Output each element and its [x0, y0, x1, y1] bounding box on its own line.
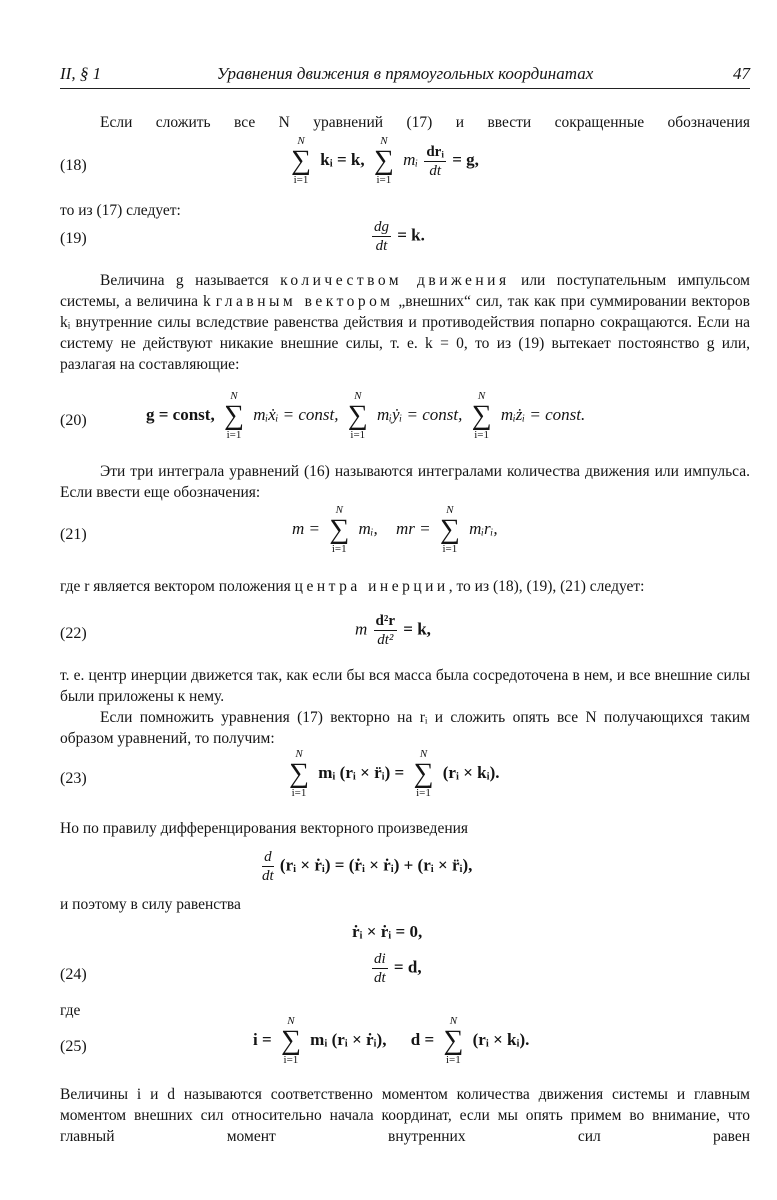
equation-19 [370, 218, 425, 255]
sum-symbol: N ∑ i=1 [329, 504, 350, 555]
equation-number-24: (24) [60, 966, 87, 983]
eq23-lhs: mᵢ (rᵢ × r̈ᵢ) = [318, 762, 405, 782]
header-title: Уравнения движения в прямоугольных координатах [216, 64, 594, 83]
equation-number-18: (18) [60, 157, 87, 174]
eq20-part-2: mᵢẋᵢ = const, [253, 404, 339, 424]
sum-symbol: N ∑ i=1 [223, 390, 244, 441]
paragraph-2: то из (17) следует: [60, 202, 181, 219]
sum-symbol: N ∑ i=1 [471, 390, 492, 441]
equation-number-22: (22) [60, 625, 87, 642]
equation-22 [355, 612, 431, 649]
equation-number-25: (25) [60, 1038, 87, 1055]
fraction: $\frac{d}{dt}$ [262, 849, 274, 884]
equation-zero-product [352, 922, 422, 942]
sum-symbol: N ∑ i=1 [347, 390, 368, 441]
sum-symbol: N ∑ i=1 [291, 135, 311, 186]
fraction: $\frac{\text{d²r}}{\text{dt²}}$ [375, 613, 396, 648]
paragraph-1: Если сложить все N уравнений (17) и ввести сокращенные обозначения [100, 114, 750, 131]
term-momentum: количеством движения [280, 272, 510, 289]
eq18-term-1: kᵢ = k, [320, 149, 365, 169]
equation-20 [146, 391, 585, 441]
sum-symbol: N ∑ i=1 [439, 504, 460, 555]
paragraph-4: Эти три интеграла уравнений (16) называются интегралами количества движения или импульса. Если ввести еще обозначения: [60, 463, 750, 501]
eq22-mass: m [355, 619, 368, 639]
equation-number-23: (23) [60, 770, 87, 787]
eq20-part-4: mᵢżᵢ = const. [500, 404, 586, 424]
equation-23 [284, 749, 500, 799]
paragraph-6: т. е. центр инерции движется так, как если бы вся масса была сосредоточена в нем, и все внешние силы были приложены к нему. [60, 667, 750, 705]
eq21-part-2: mᵢ, [358, 518, 378, 538]
running-header [60, 62, 750, 89]
identity-body: (rᵢ × ṙᵢ) = (ṙᵢ × ṙᵢ) + (rᵢ × r̈ᵢ), [279, 855, 473, 875]
eq18-mass: mᵢ [403, 149, 419, 169]
eq18-rhs: = g, [452, 149, 479, 169]
fraction: $\frac{\text{drᵢ}}{dt}$ [426, 143, 444, 179]
equation-21 [292, 505, 498, 555]
fraction: $\frac{dg}{dt}$ [374, 219, 389, 254]
fraction: $\frac{di}{dt}$ [374, 951, 386, 986]
sum-symbol: N ∑ i=1 [280, 1015, 301, 1066]
zero-product: ṙᵢ × ṙᵢ = 0, [352, 922, 423, 941]
eq21-part-3: mr = [395, 518, 431, 538]
term-center-of-inertia: центра инерции [294, 578, 449, 595]
paragraph-5: где r является вектором положения центра инерции, то из (18), (19), (21) следует: [60, 578, 645, 595]
paragraph-11: Величины i и d называются соответственно моментом количества движения системы и главным моментом внешних сил относительно начала координат, если мы опять примем во внимание, что главный момент внутренних сил равен [60, 1086, 750, 1145]
equation-number-19: (19) [60, 230, 87, 247]
eq20-part-3: mᵢẏᵢ = const, [377, 404, 463, 424]
eq25-part-1: i = [253, 1029, 272, 1049]
equation-number-20: (20) [60, 412, 87, 429]
eq23-rhs: (rᵢ × kᵢ). [442, 762, 500, 782]
header-page-number: 47 [733, 64, 750, 83]
eq21-part-1: m = [292, 518, 320, 538]
term-main-vector: главным вектором [215, 293, 394, 310]
eq20-part-1: g = const, [146, 404, 215, 424]
equation-25 [253, 1016, 529, 1066]
paragraph-3: Величина g называется количеством движения или поступательным импульсом системы, а величина k главным вектором „внешних“ сил, так как при суммировании векторов kᵢ внутренние силы вследствие равенства действия и противодействия попарно сокращаются. Если на систему не действуют никакие внешние силы, т. е. k = 0, то из (19) вытекает постоянство g или, разлагая на составляющие: [60, 272, 750, 373]
sum-symbol: N ∑ i=1 [289, 748, 309, 799]
equation-derivative-identity [260, 848, 472, 885]
paragraph-7: Если помножить уравнения (17) векторно на rᵢ и сложить опять все N получающихся таким образом уравнений, то получим: [60, 709, 750, 747]
equation-number-21: (21) [60, 526, 87, 543]
eq21-part-4: mᵢrᵢ, [469, 518, 498, 538]
eq19-rhs: = k. [397, 225, 425, 245]
paragraph-8: Но по правилу дифференцирования векторного произведения [60, 820, 469, 837]
eq25-part-4: (rᵢ × kᵢ). [472, 1029, 530, 1049]
eq22-rhs: = k, [403, 619, 431, 639]
paragraph-10: где [60, 1002, 81, 1019]
eq25-part-3: d = [410, 1029, 435, 1049]
header-section: II, § 1 [60, 64, 102, 83]
equation-24 [370, 950, 422, 987]
eq24-rhs: = d, [393, 957, 422, 977]
paragraph-9: и поэтому в силу равенства [60, 896, 241, 913]
sum-symbol: N ∑ i=1 [373, 135, 394, 186]
equation-18 [286, 136, 479, 186]
sum-symbol: N ∑ i=1 [413, 748, 434, 799]
eq25-part-2: mᵢ (rᵢ × ṙᵢ), [310, 1029, 387, 1049]
sum-symbol: N ∑ i=1 [443, 1015, 464, 1066]
